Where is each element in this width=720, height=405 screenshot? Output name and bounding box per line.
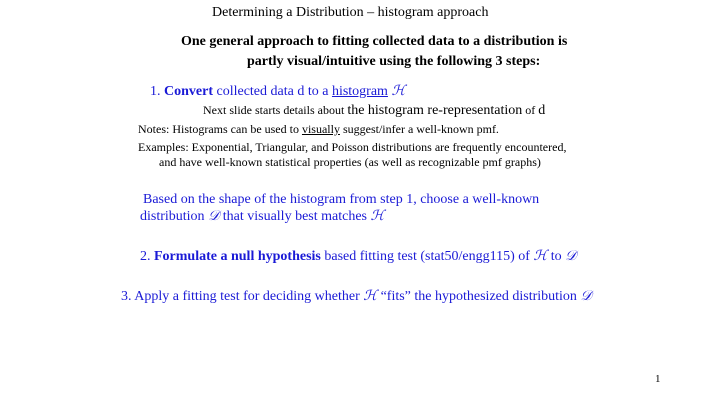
heading-line-1: One general approach to fitting collected data to a distribution is <box>181 34 568 49</box>
histogram-symbol: ℋ <box>391 83 406 99</box>
examples-line-2: and have well-known statistical properties (as well as recognizable pmf graphs) <box>159 155 541 169</box>
notes-line <box>138 122 499 137</box>
step-1-text: collected data d to a <box>216 84 329 99</box>
step-3-prefix: 3. Apply a fitting test for deciding whether <box>121 289 360 304</box>
notes-suffix: suggest/infer a well-known pmf. <box>342 122 499 136</box>
histogram-link[interactable]: histogram <box>331 84 388 99</box>
next-of: of <box>525 103 536 117</box>
next-middle: the histogram re-representation <box>347 103 523 118</box>
step-2-to: to <box>550 249 562 264</box>
step-1-number: 1. <box>150 84 161 99</box>
step-2 <box>140 248 576 265</box>
step-1-bold: Convert <box>164 84 213 99</box>
step-1 <box>150 83 405 100</box>
next-d: d <box>538 103 546 118</box>
histogram-symbol: ℋ <box>533 248 548 264</box>
histogram-symbol: ℋ <box>370 208 385 224</box>
based-line-2 <box>140 208 384 225</box>
distribution-symbol: 𝒟 <box>580 288 592 304</box>
based-mid: that visually best matches <box>222 209 367 224</box>
based-line-1: Based on the shape of the histogram from step 1, choose a well-known <box>143 192 540 207</box>
heading-line-2: partly visual/intuitive using the following 3 steps: <box>247 54 541 69</box>
step-2-text: based fitting test (stat50/engg115) of <box>324 249 530 264</box>
histogram-symbol: ℋ <box>363 288 378 304</box>
distribution-symbol: 𝒟 <box>565 248 577 264</box>
next-prefix: Next slide starts details about <box>203 103 345 117</box>
examples-line-1: Examples: Exponential, Triangular, and Poisson distributions are frequently encountered, <box>138 140 567 154</box>
slide-title: Determining a Distribution – histogram approach <box>212 5 489 20</box>
page-number: 1 <box>655 373 661 385</box>
step-2-number: 2. <box>140 249 151 264</box>
next-slide-note <box>203 103 545 119</box>
notes-underlined: visually <box>301 122 340 136</box>
step-2-bold: Formulate a null hypothesis <box>154 249 321 264</box>
notes-prefix: Notes: Histograms can be used to <box>138 122 299 136</box>
step-3-middle: “fits” the hypothesized distribution <box>380 289 577 304</box>
step-3 <box>121 288 592 305</box>
distribution-symbol: 𝒟 <box>208 208 220 224</box>
based-prefix: distribution <box>140 209 205 224</box>
